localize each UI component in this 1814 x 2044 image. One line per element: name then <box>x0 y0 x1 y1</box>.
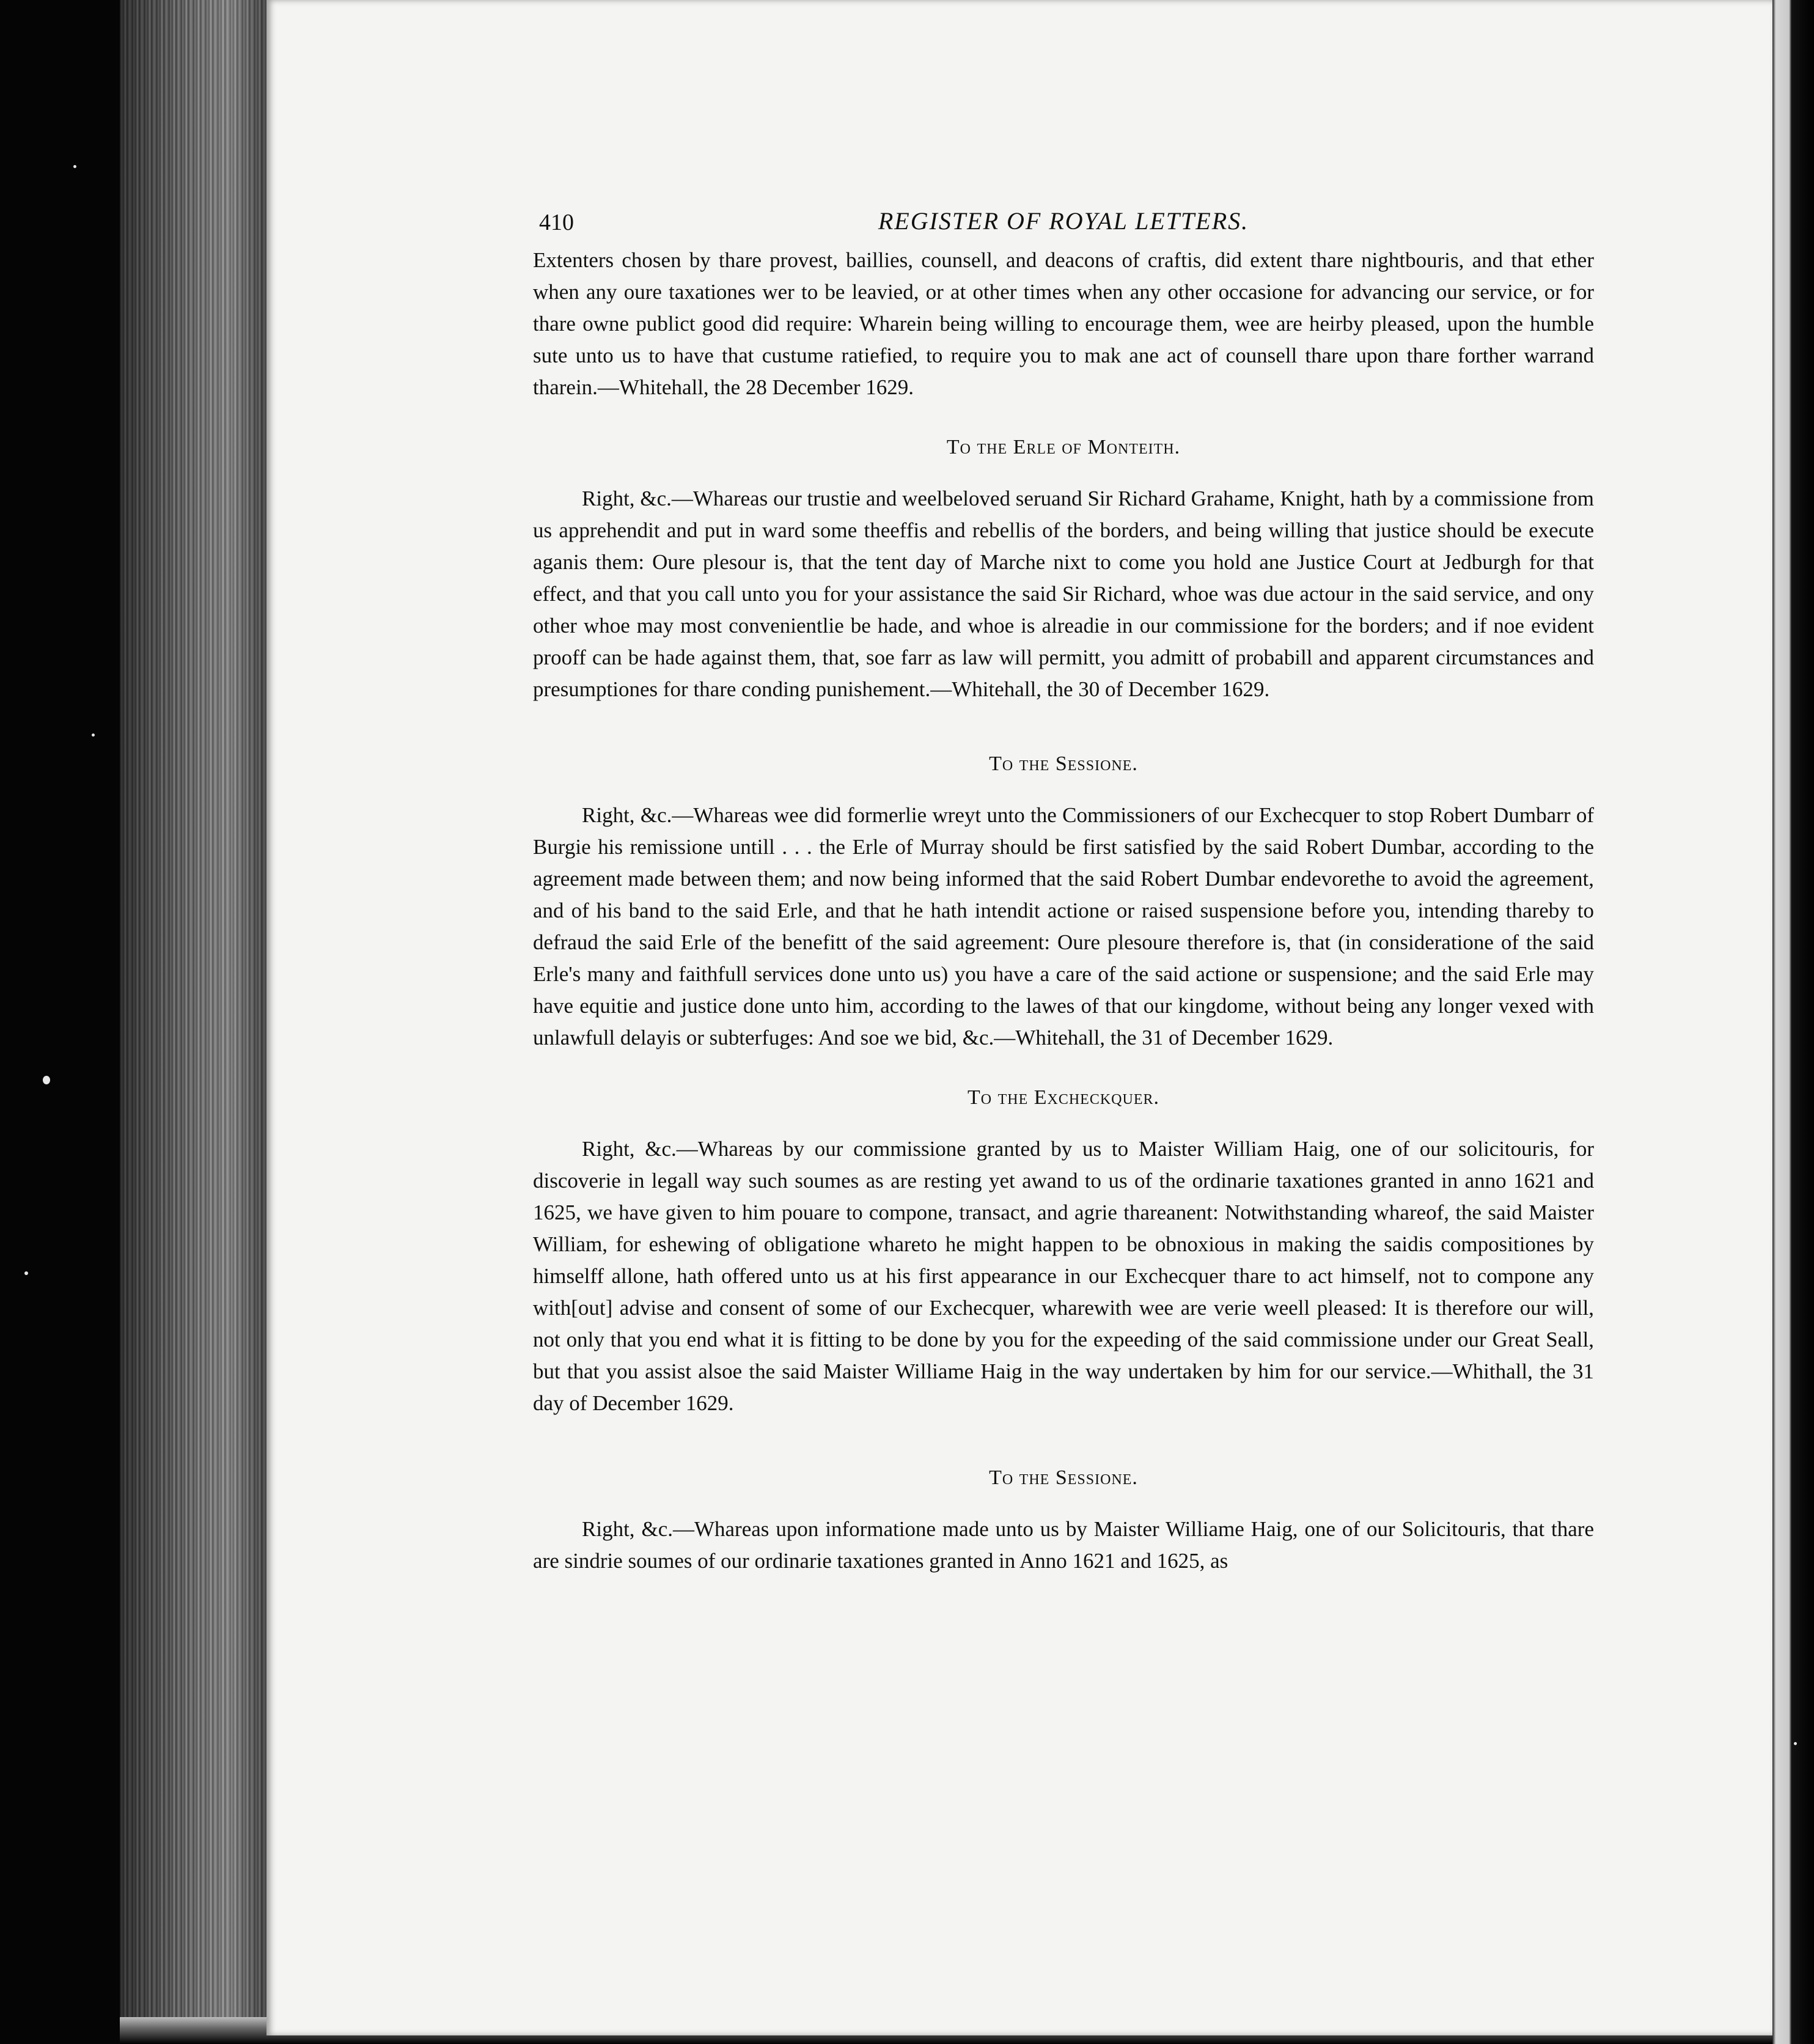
book-edge-shading <box>120 0 266 2035</box>
background-left <box>0 0 120 2044</box>
page-text-block <box>533 202 1594 1577</box>
page-right-edge <box>1772 0 1814 2044</box>
letter-heading: To the Sessione. <box>989 1466 1138 1489</box>
page-number: 410 <box>539 210 574 235</box>
dust-speck <box>43 1076 50 1084</box>
letter-body: Right, &c.—Whareas upon informatione made unto us by Maister Williame Haig, one of our Solicitouris, that thare are sindrie soumes of our ordinarie taxationes granted in Anno 1621 and 1625, as <box>533 1517 1594 1573</box>
letter-body: Right, &c.—Whareas our trustie and weelbeloved seruand Sir Richard Grahame, Knight, hath by a commissione from us apprehendit and put in ward some theeffis and rebellis of the borders, and being willing that justice should be execute aganis them: Oure plesour is, that the tent day of Marche nixt to come you hold ane Justice Court at Jedburgh for that effect, and that you call unto you for your assistance the said Sir Richard, whoe was due actour in the said service, and ony other whoe may most convenientlie be hade, and whoe is alreadie in our commissione for the borders; and if noe evident prooff can be hade against them, that, soe farr as law will permitt, you admitt of probabill and apparent circumstances and presumptiones for thare conding punishement.—Whitehall, the 30 of December 1629. <box>533 487 1594 701</box>
letter-body: Right, &c.—Whareas wee did formerlie wreyt unto the Commissioners of our Exchecquer to stop Robert Dumbarr of Burgie his remissione untill . . . the Erle of Murray should be first satisfied by the said Robert Dumbar, according to the agreement made between them; and now being informed that the said Robert Dumbar endevorethe to avoid the agreement, and of his band to the said Erle, and that he hath intendit actione or raised suspensione before you, intending thareby to defraud the said Erle of the benefitt of the said agreement: Oure plesoure therefore is, that (in consideratione of the said Erle's many and faithfull services done unto us) you have a care of the said actione or suspensione; and the said Erle may have equitie and justice done unto him, according to the lawes of that our kingdome, without being any longer vexed with unlawfull delayis or subterfuges: And soe we bid, &c.—Whitehall, the 31 of December 1629. <box>533 803 1594 1050</box>
dust-speck <box>92 733 95 737</box>
dust-speck <box>73 165 76 168</box>
dust-speck <box>24 1271 28 1275</box>
running-head <box>533 202 1594 244</box>
letter-heading: To the Sessione. <box>989 752 1138 775</box>
opening-paragraph: Extenters chosen by thare provest, baillies, counsell, and deacons of craftis, did extent thare nightbouris, and that ether when any oure taxationes wer to be leavied, or at other times when any other occasione for advancing our service, or for thare owne publict good did require: Wharein being willing to encourage them, wee are heirby pleased, upon the humble sute unto us to have that custume ratiefied, to require you to mak ane act of counsell thare upon thare forther warrand tharein.—Whitehall, the 28 December 1629. <box>533 248 1594 399</box>
letter-heading: To the Erle of Monteith. <box>946 436 1181 458</box>
letter-heading: To the Excheckquer. <box>967 1086 1160 1109</box>
dust-speck <box>1794 1742 1797 1745</box>
letter-body: Right, &c.—Whareas by our commissione granted by us to Maister William Haig, one of our solicitouris, for discoverie in legall way such soumes as are resting yet awand to us of the ordinarie taxationes granted in anno 1621 and 1625, we have given to him pouare to compone, transact, and agrie thareanent: Notwithstanding whareof, the said Maister William, for eshewing of obligatione whareto he might happen to be obnoxious in making the saidis compositiones by himselff allone, hath offered unto us at his first appearance in our Exchecquer thare to act himself, not to compone any with[out] advise and consent of some of our Exchecquer, wharewith wee are verie weell pleased: It is therefore our will, not only that you end what it is fitting to be done by you for the expeeding of the said commissione under our Great Seall, but that you assist alsoe the said Maister Williame Haig in the way undertaken by him for our service.—Whithall, the 31 day of December 1629. <box>533 1137 1594 1415</box>
running-head-title: REGISTER OF ROYAL LETTERS. <box>878 207 1249 235</box>
